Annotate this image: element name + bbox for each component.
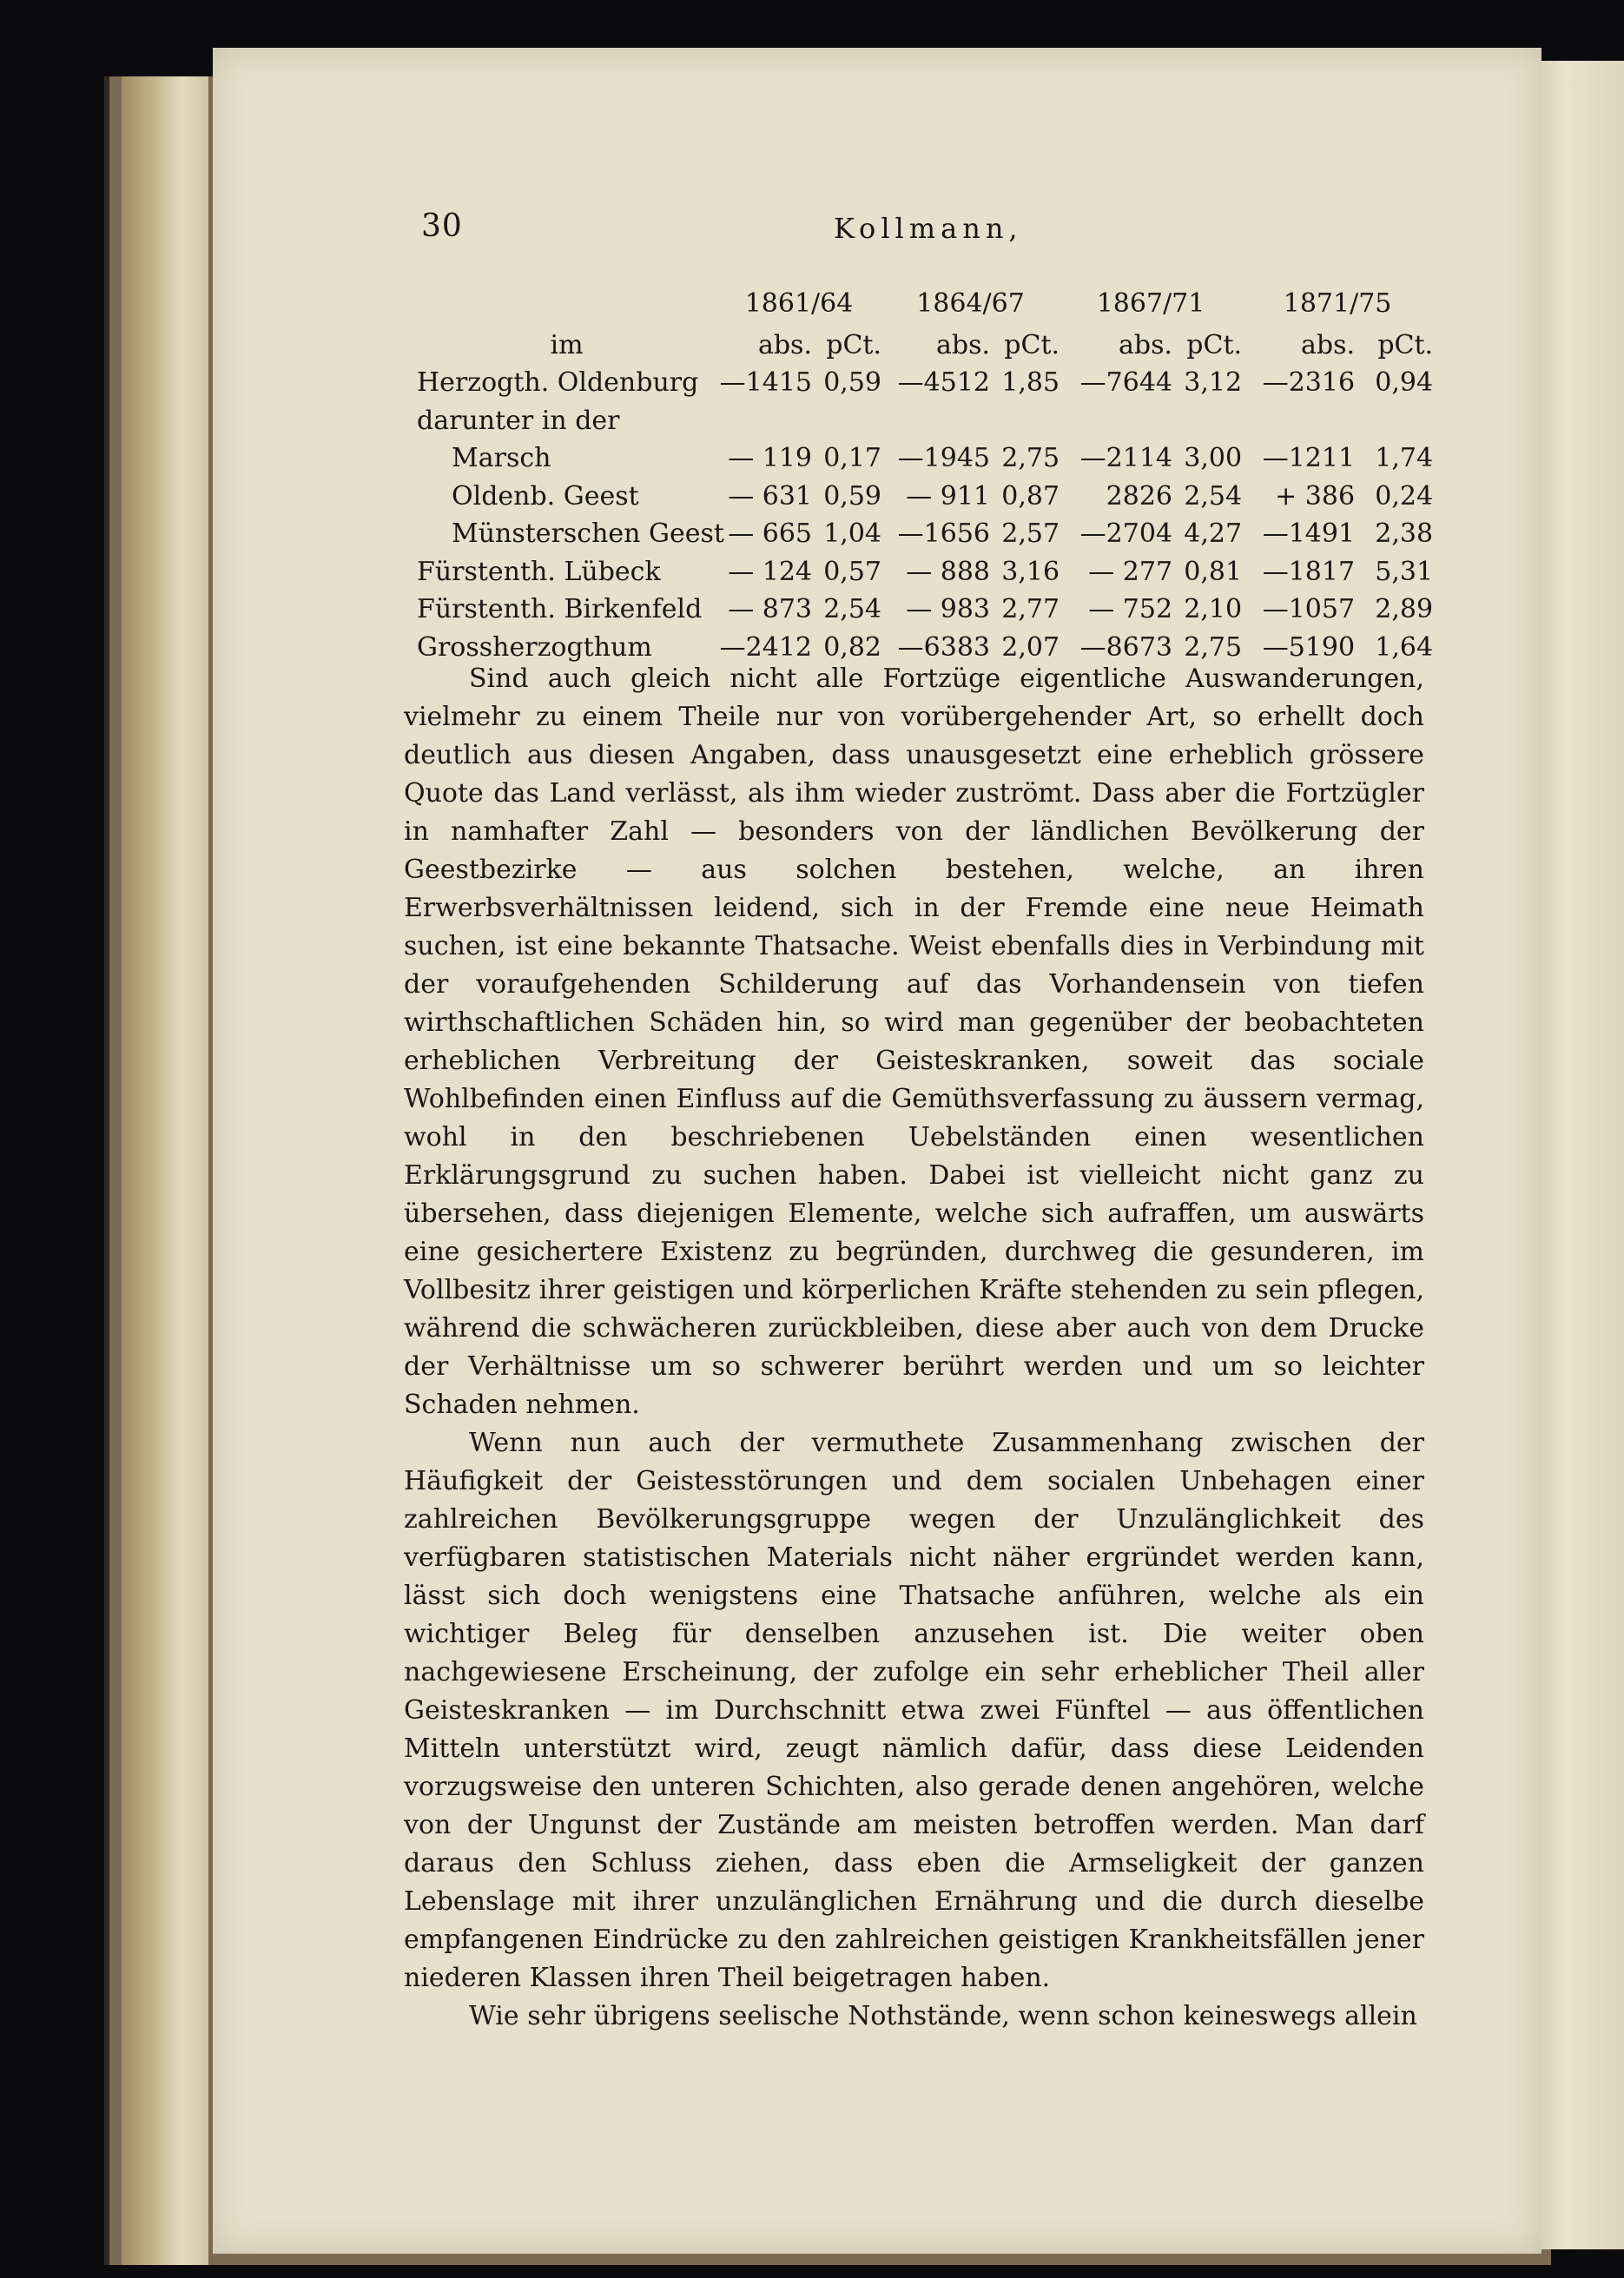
cell-abs: —1817: [1262, 556, 1356, 587]
cell-pct: 0,87: [1001, 480, 1060, 512]
subheader: abs.: [1301, 329, 1356, 360]
cell-abs: —2114: [1079, 443, 1173, 473]
subheader: pCt.: [1186, 329, 1243, 360]
subheader: abs.: [757, 329, 812, 360]
row-label: Grossherzogthum: [417, 631, 652, 663]
cell-pct: 3,12: [1184, 367, 1243, 398]
cell-abs: —8673: [1079, 631, 1173, 663]
cell-pct: 0,94: [1375, 367, 1434, 398]
cell-pct: 1,64: [1375, 631, 1434, 663]
subheader: abs.: [1119, 329, 1173, 360]
table-row: [417, 398, 1433, 436]
subheader: pCt.: [1377, 329, 1434, 360]
cell-abs: [1060, 398, 1172, 436]
cell-abs: —1945: [897, 443, 991, 473]
period-header: 1867/71: [1096, 288, 1205, 319]
cell-abs: —6383: [897, 631, 991, 663]
cell-abs: [716, 398, 812, 436]
row-header-label: im: [550, 329, 584, 360]
cell-abs: —1656: [897, 518, 991, 549]
cell-abs: — 124: [728, 556, 812, 587]
page-edges: [122, 76, 208, 2265]
cell-abs: —2704: [1079, 518, 1173, 549]
cell-abs: [881, 398, 990, 436]
emigration-table: [417, 285, 1433, 663]
cell-pct: 0,17: [823, 443, 882, 473]
cell-abs: — 631: [728, 480, 812, 512]
cell-abs: —2412: [719, 631, 812, 663]
cell-pct: [812, 398, 881, 436]
subheader: abs.: [935, 329, 991, 360]
cell-pct: 0,81: [1184, 556, 1243, 587]
cell-pct: 3,16: [1001, 556, 1060, 587]
cell-pct: 2,38: [1375, 518, 1434, 549]
cell-pct: 3,00: [1184, 443, 1243, 473]
cell-pct: 0,24: [1375, 480, 1434, 512]
cell-abs: — 911: [906, 480, 991, 512]
table-row: [417, 549, 1433, 587]
row-label: Fürstenth. Birkenfeld: [417, 594, 703, 624]
subheader: pCt.: [1004, 329, 1060, 360]
cell-pct: 2,54: [1184, 480, 1243, 512]
cell-abs: — 888: [906, 556, 991, 587]
paragraph: Wenn nun auch der vermuthete Zusammenhang zwischen der Häufigkeit der Geistesstörungen und dem socialen Unbehagen einer zahlreichen Bevölkerungsgruppe wegen der Unzulänglichkeit des verfügbaren statistischen Materials nicht näher ergründet werden kann, lässt sich doch wenigstens eine Thatsache anführen, welche als ein wichtiger Beleg für denselben anzusehen ist. Die weiter oben nachgewiesene Erscheinung, der zufolge ein sehr erheblicher Theil aller Geisteskranken — im Durchschnitt etwa zwei Fünftel — aus öffentlichen Mitteln unterstützt wird, zeugt nämlich dafür, dass diese Leidenden vorzugsweise den unteren Schichten, also gerade denen angehören, welche von der Ungunst der Zustände am meisten betroffen werden. Man darf daraus den Schluss ziehen, dass eben die Armseligkeit der ganzen Lebenslage mit ihrer unzulänglichen Ernährung und die durch dieselbe empfangenen Eindrücke zu den zahlreichen geistigen Krankheitsfällen jener niederen Klassen ihren Theil beigetragen haben.: [404, 1428, 1424, 1993]
period-header: 1871/75: [1283, 288, 1392, 319]
cell-pct: 0,59: [823, 480, 882, 512]
cell-abs: —1415: [719, 367, 812, 398]
cell-pct: 0,82: [823, 631, 882, 663]
cell-abs: —5190: [1262, 631, 1356, 663]
row-label: Marsch: [452, 443, 551, 473]
cell-pct: [1172, 398, 1242, 436]
table-period-row: [417, 285, 1433, 322]
table-row: [417, 587, 1433, 625]
row-label: Fürstenth. Lübeck: [417, 556, 661, 587]
subheader: pCt.: [826, 329, 882, 360]
cell-abs: — 873: [728, 594, 812, 624]
table-subheader-row: [417, 322, 1433, 360]
cell-abs: — 752: [1088, 594, 1173, 624]
cell-pct: 2,57: [1001, 518, 1060, 549]
cell-abs: [1242, 398, 1355, 436]
cell-pct: 0,57: [823, 556, 882, 587]
cell-abs: — 983: [906, 594, 991, 624]
cell-pct: 2,89: [1375, 594, 1434, 624]
page-number: 30: [421, 208, 463, 244]
cell-pct: [990, 398, 1060, 436]
row-label: darunter in der: [417, 405, 620, 436]
paragraph: Wie sehr übrigens seelische Nothstände, wenn schon keineswegs allein: [469, 2001, 1417, 2031]
cell-abs: 2826: [1106, 480, 1173, 512]
row-label: Münsterschen Geest: [452, 518, 724, 549]
cell-abs: —1491: [1262, 518, 1356, 549]
row-label: Oldenb. Geest: [452, 480, 639, 512]
table-row: [417, 624, 1433, 663]
cell-pct: 5,31: [1375, 556, 1434, 587]
cell-pct: 1,74: [1375, 443, 1434, 473]
cell-abs: — 119: [728, 443, 812, 473]
table-row: [417, 360, 1433, 399]
running-head: Kollmann,: [834, 212, 1023, 245]
cell-pct: 2,75: [1001, 443, 1060, 473]
period-header: 1864/67: [916, 288, 1025, 319]
cell-abs: — 277: [1088, 556, 1173, 587]
cell-abs: — 665: [728, 518, 812, 549]
facing-page-edge: [1539, 61, 1624, 2249]
cell-pct: 4,27: [1184, 518, 1243, 549]
cell-abs: —1211: [1262, 443, 1356, 473]
cell-abs: —1057: [1262, 594, 1356, 624]
cell-pct: [1355, 398, 1433, 436]
paragraph: Sind auch gleich nicht alle Fortzüge eigentliche Auswanderungen, vielmehr zu einem Theile nur von vorübergehender Art, so erhellt doch deutlich aus diesen Angaben, dass unausgesetzt eine erheblich grössere Quote das Land verlässt, als ihm wieder zuströmt. Dass aber die Fortzügler in namhafter Zahl — besonders von der ländlichen Bevölkerung der Geestbezirke — aus solchen bestehen, welche, an ihren Erwerbsverhältnissen leidend, sich in der Fremde eine neue Heimath suchen, ist eine bekannte Thatsache. Weist ebenfalls dies in Verbindung mit der voraufgehenden Schilderung auf das Vorhandensein von tiefen wirthschaftlichen Schäden hin, so wird man gegenüber der beobachteten erheblichen Verbreitung der Geisteskranken, soweit das sociale Wohlbefinden einen Einfluss auf die Gemüthsverfassung zu äussern vermag, wohl in den beschriebenen Uebelständen einen wesentlichen Erklärungsgrund zu suchen haben. Dabei ist vielleicht nicht ganz zu übersehen, dass diejenigen Elemente, welche sich aufraffen, um auswärts eine gesichertere Existenz zu begründen, durchweg die gesunderen, im Vollbesitz ihrer geistigen und körperlichen Kräfte stehenden zu sein pflegen, während die schwächeren zurückbleiben, diese aber auch von dem Drucke der Verhältnisse um so schwerer berührt werden und um so leichter Schaden nehmen.: [404, 664, 1424, 1420]
cell-abs: —7644: [1079, 367, 1173, 398]
cell-pct: 2,54: [823, 594, 882, 624]
cell-abs: + 386: [1275, 480, 1356, 512]
cell-abs: —2316: [1262, 367, 1356, 398]
cell-pct: 1,85: [1001, 367, 1060, 398]
cell-pct: 2,77: [1001, 594, 1060, 624]
cell-pct: 1,04: [823, 518, 882, 549]
cell-abs: —4512: [897, 367, 991, 398]
cell-pct: 2,07: [1001, 631, 1060, 663]
row-label: Herzogth. Oldenburg: [417, 367, 699, 398]
cell-pct: 2,10: [1184, 594, 1243, 624]
table-row: [417, 473, 1433, 512]
table-row: [417, 436, 1433, 474]
cell-pct: 2,75: [1184, 631, 1243, 663]
period-header: 1861/64: [744, 288, 854, 319]
table-row: [417, 512, 1433, 550]
cell-pct: 0,59: [823, 367, 882, 398]
body-text: [404, 660, 1424, 2036]
